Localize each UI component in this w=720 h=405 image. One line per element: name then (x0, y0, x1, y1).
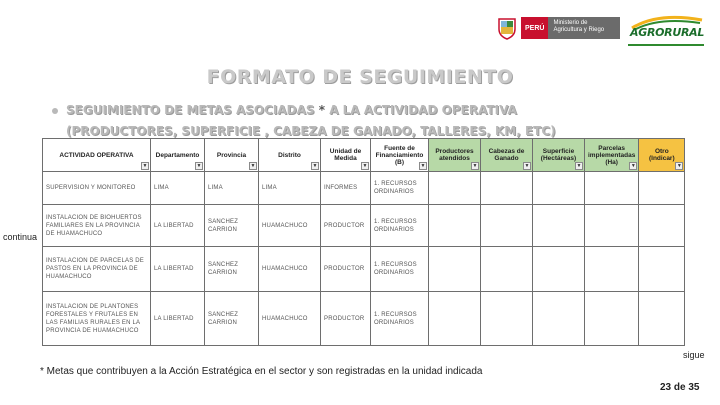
filter-dropdown-icon[interactable]: ▼ (676, 163, 682, 169)
header-parcelas[interactable] (585, 139, 639, 172)
cell-departamento[interactable]: LA LIBERTAD (151, 292, 205, 346)
header-cabezas-ganado[interactable] (481, 139, 533, 172)
cell-fuente[interactable]: 1. RECURSOS ORDINARIOS (371, 247, 429, 292)
filter-dropdown-icon[interactable]: ▼ (250, 163, 256, 169)
filter-dropdown-icon[interactable]: ▼ (472, 163, 478, 169)
table-header-row (43, 139, 685, 172)
footnote-star: * (318, 103, 325, 117)
header-label: Fuente de Financiamiento (B) (375, 144, 424, 166)
cell-unidad-medida[interactable]: PRODUCTOR (321, 292, 371, 346)
cell-departamento[interactable]: LIMA (151, 172, 205, 205)
bullet-text-1b: A LA ACTIVIDAD OPERATIVA (329, 103, 517, 117)
header-productores[interactable] (429, 139, 481, 172)
logo-divider (628, 44, 704, 46)
peru-ministry-logo (497, 16, 620, 40)
sigue-label: sigue (683, 350, 705, 360)
peru-label: PERÚ (521, 17, 548, 39)
cell-cabezas[interactable] (481, 205, 533, 247)
header-otro[interactable] (639, 139, 685, 172)
page-title: FORMATO DE SEGUIMIENTO (206, 66, 514, 88)
cell-otro[interactable] (639, 172, 685, 205)
header-label: Parcelas implementadas (Ha) (588, 144, 636, 166)
cell-unidad-medida[interactable]: PRODUCTOR (321, 247, 371, 292)
coat-of-arms-icon (497, 16, 517, 40)
cell-parcelas[interactable] (585, 205, 639, 247)
cell-superficie[interactable] (533, 247, 585, 292)
agrorural-label: AGRORURAL (630, 26, 705, 39)
cell-departamento[interactable]: LA LIBERTAD (151, 205, 205, 247)
cell-productores[interactable] (429, 205, 481, 247)
header-fuente-financiamiento[interactable] (371, 139, 429, 172)
cell-superficie[interactable] (533, 205, 585, 247)
cell-actividad[interactable]: INSTALACION DE PLANTONES FORESTALES Y FRUTALES EN LAS FAMILIAS RURALES EN LA PROVINCIA DE HUAMACHUCO (43, 292, 151, 346)
cell-productores[interactable] (429, 172, 481, 205)
cell-unidad-medida[interactable]: PRODUCTOR (321, 205, 371, 247)
header-superficie[interactable] (533, 139, 585, 172)
cell-cabezas[interactable] (481, 247, 533, 292)
cell-superficie[interactable] (533, 292, 585, 346)
cell-actividad[interactable]: INSTALACION DE BIOHUERTOS FAMILIARES EN LA PROVINCIA DE HUAMACHUCO (43, 205, 151, 247)
cell-provincia[interactable]: SANCHEZ CARRION (205, 205, 259, 247)
header-label: Distrito (278, 151, 301, 159)
filter-dropdown-icon[interactable]: ▼ (142, 163, 148, 169)
cell-fuente[interactable]: 1. RECURSOS ORDINARIOS (371, 292, 429, 346)
bullet-text-1: SEGUIMIENTO DE METAS ASOCIADAS (66, 103, 315, 117)
table-row (43, 292, 685, 346)
cell-parcelas[interactable] (585, 247, 639, 292)
cell-distrito[interactable]: HUAMACHUCO (259, 205, 321, 247)
cell-cabezas[interactable] (481, 172, 533, 205)
header-label: Provincia (216, 151, 247, 159)
header-unidad-medida[interactable] (321, 139, 371, 172)
cell-otro[interactable] (639, 247, 685, 292)
cell-actividad[interactable]: SUPERVISION Y MONITOREO (43, 172, 151, 205)
cell-actividad[interactable]: INSTALACION DE PARCELAS DE PASTOS EN LA PROVINCIA DE HUAMACHUCO (43, 247, 151, 292)
cell-departamento[interactable]: LA LIBERTAD (151, 247, 205, 292)
cell-provincia[interactable]: LIMA (205, 172, 259, 205)
header-label: Unidad de Medida (329, 148, 362, 162)
header-distrito[interactable] (259, 139, 321, 172)
header-label: Superficie (Hectáreas) (540, 148, 577, 162)
filter-dropdown-icon[interactable]: ▼ (630, 163, 636, 169)
table-row (43, 247, 685, 292)
cell-distrito[interactable]: HUAMACHUCO (259, 247, 321, 292)
filter-dropdown-icon[interactable]: ▼ (362, 163, 368, 169)
ministry-label: Ministerio de Agricultura y Riego (548, 17, 620, 39)
cell-productores[interactable] (429, 292, 481, 346)
filter-dropdown-icon[interactable]: ▼ (576, 163, 582, 169)
cell-parcelas[interactable] (585, 292, 639, 346)
cell-fuente[interactable]: 1. RECURSOS ORDINARIOS (371, 172, 429, 205)
page-number: 23 de 35 (660, 382, 700, 393)
cell-distrito[interactable]: LIMA (259, 172, 321, 205)
cell-superficie[interactable] (533, 172, 585, 205)
filter-dropdown-icon[interactable]: ▼ (524, 163, 530, 169)
bullet-icon (52, 108, 58, 114)
filter-dropdown-icon[interactable]: ▼ (196, 163, 202, 169)
header-label: Otro (Indicar) (648, 148, 675, 162)
cell-parcelas[interactable] (585, 172, 639, 205)
bullet-subheading: (PRODUCTORES, SUPERFICIE , CABEZA DE GANADO, TALLERES, KM, ETC) (66, 124, 556, 138)
cell-cabezas[interactable] (481, 292, 533, 346)
tracking-table (42, 138, 685, 346)
cell-provincia[interactable]: SANCHEZ CARRION (205, 247, 259, 292)
continua-label: continua (3, 232, 38, 242)
cell-provincia[interactable]: SANCHEZ CARRION (205, 292, 259, 346)
table-row (43, 172, 685, 205)
header-label: ACTIVIDAD OPERATIVA (59, 151, 134, 159)
cell-unidad-medida[interactable]: INFORMES (321, 172, 371, 205)
filter-dropdown-icon[interactable]: ▼ (420, 163, 426, 169)
cell-otro[interactable] (639, 292, 685, 346)
header-actividad[interactable] (43, 139, 151, 172)
agrorural-logo (628, 14, 704, 44)
filter-dropdown-icon[interactable]: ▼ (312, 163, 318, 169)
cell-fuente[interactable]: 1. RECURSOS ORDINARIOS (371, 205, 429, 247)
header-label: Departamento (155, 151, 200, 159)
header-label: Cabezas de Ganado (488, 148, 525, 162)
bullet-heading (52, 103, 517, 117)
table-row (43, 205, 685, 247)
cell-distrito[interactable]: HUAMACHUCO (259, 292, 321, 346)
header-label: Productores atendidos (435, 148, 474, 162)
cell-productores[interactable] (429, 247, 481, 292)
cell-otro[interactable] (639, 205, 685, 247)
header-provincia[interactable] (205, 139, 259, 172)
footnote: * Metas que contribuyen a la Acción Estratégica en el sector y son registradas en la unidad indicada (40, 366, 483, 377)
header-departamento[interactable] (151, 139, 205, 172)
